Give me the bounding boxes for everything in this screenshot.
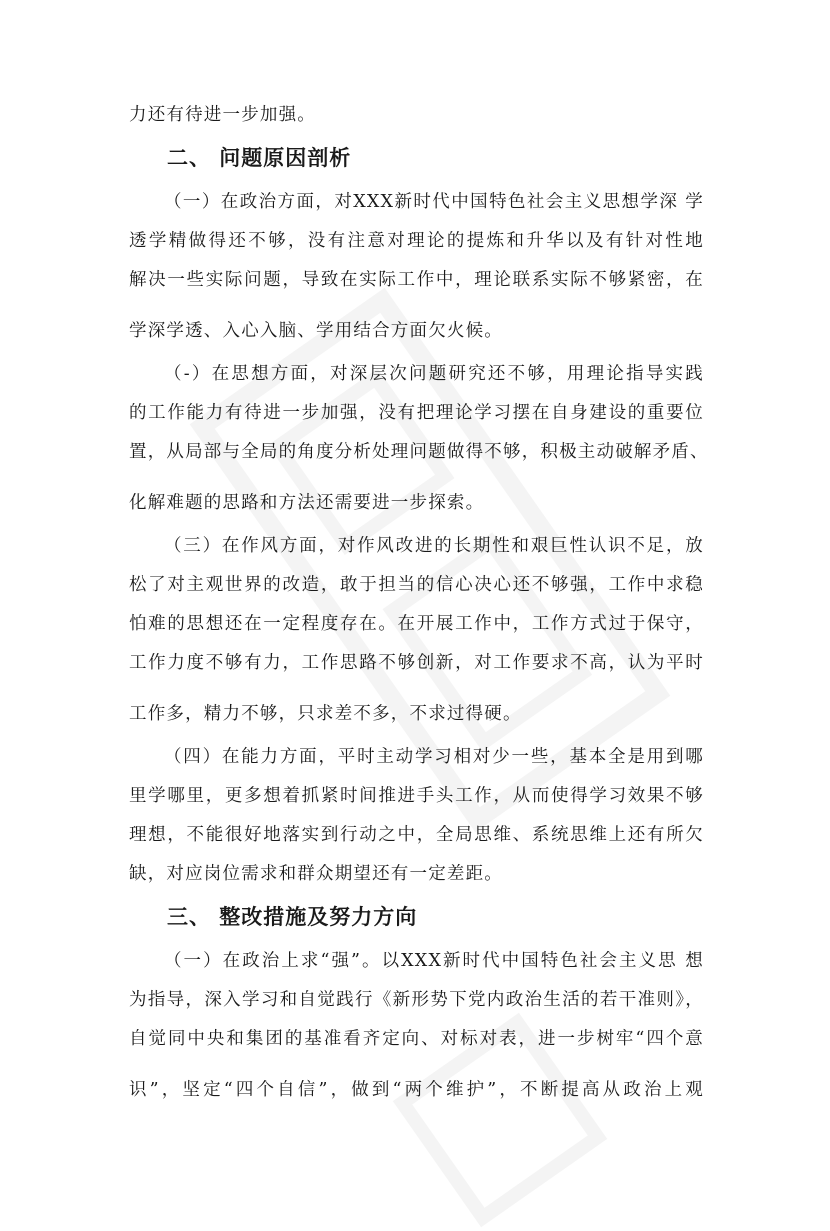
text-line: （-）在思想方面，对深层次问题研究还不够，用理论指导实践 (164, 364, 704, 384)
text-line: 透学精做得还不够，没有注意对理论的提炼和升华以及有针对性地 (129, 231, 704, 251)
text-line: 理想，不能很好地落实到行动之中，全局思维、系统思维上还有所欠 (129, 825, 704, 845)
text-line: 的工作能力有待进一步加强，没有把理论学习摆在自身建设的重要位 (129, 403, 704, 423)
text-line: 力还有待进一步加强。 (129, 105, 316, 125)
paragraph-political-strength (129, 942, 704, 1110)
document-body (129, 96, 709, 1114)
text-line: 为指导，深入学习和自觉践行《新形势下党内政治生活的若干准则》， (129, 990, 704, 1010)
text-line: 缺，对应岗位需求和群众期望还有一定差距。 (129, 864, 503, 884)
text-line: 置，从局部与全局的角度分析处理问题做得不够，积极主动破解矛盾、 (129, 442, 709, 462)
lead-paragraph (129, 96, 704, 135)
text-line: 工作力度不够有力，工作思路不够创新，对工作要求不高，认为平时 (129, 653, 704, 673)
text-line: 松了对主观世界的改造，敢于担当的信心决心还不够强，工作中求稳 (129, 575, 704, 595)
text-line: （一）在政治上求“强”。以XXX新时代中国特色社会主义思 想 (164, 951, 704, 971)
text-line: 里学哪里，更多想着抓紧时间推进手头工作，从而使得学习效果不够 (129, 786, 704, 806)
text-line: 解决一些实际问题，导致在实际工作中，理论联系实际不够紧密，在 (129, 270, 704, 290)
text-line: 工作多，精力不够，只求差不多，不求过得硬。 (129, 704, 522, 724)
text-line: 化解难题的思路和方法还需要进一步探索。 (129, 493, 485, 513)
paragraph-political (129, 183, 704, 351)
paragraph-ideological (129, 355, 709, 523)
text-line: 学深学透、入心入脑、学用结合方面欠火候。 (129, 321, 503, 341)
section-heading-measures: 三、 整改措施及努力方向 (167, 905, 418, 929)
section-heading-causes: 二、 问题原因剖析 (167, 146, 352, 170)
text-line: （三）在作风方面，对作风改进的长期性和艰巨性认识不足，放 (164, 536, 704, 556)
text-line: （四）在能力方面，平时主动学习相对少一些，基本全是用到哪 (164, 747, 704, 767)
text-line: 怕难的思想还在一定程度存在。在开展工作中，工作方式过于保守， (129, 614, 704, 634)
paragraph-capability (129, 738, 704, 894)
paragraph-work-style (129, 527, 704, 734)
text-line: 自觉同中央和集团的基准看齐定向、对标对表，进一步树牢“四个意 (129, 1029, 704, 1049)
text-line: （一）在政治方面，对XXX新时代中国特色社会主义思想学深 学 (164, 192, 704, 212)
text-line: 识”，坚定“四个自信”，做到“两个维护”，不断提高从政治上观 (129, 1080, 704, 1100)
